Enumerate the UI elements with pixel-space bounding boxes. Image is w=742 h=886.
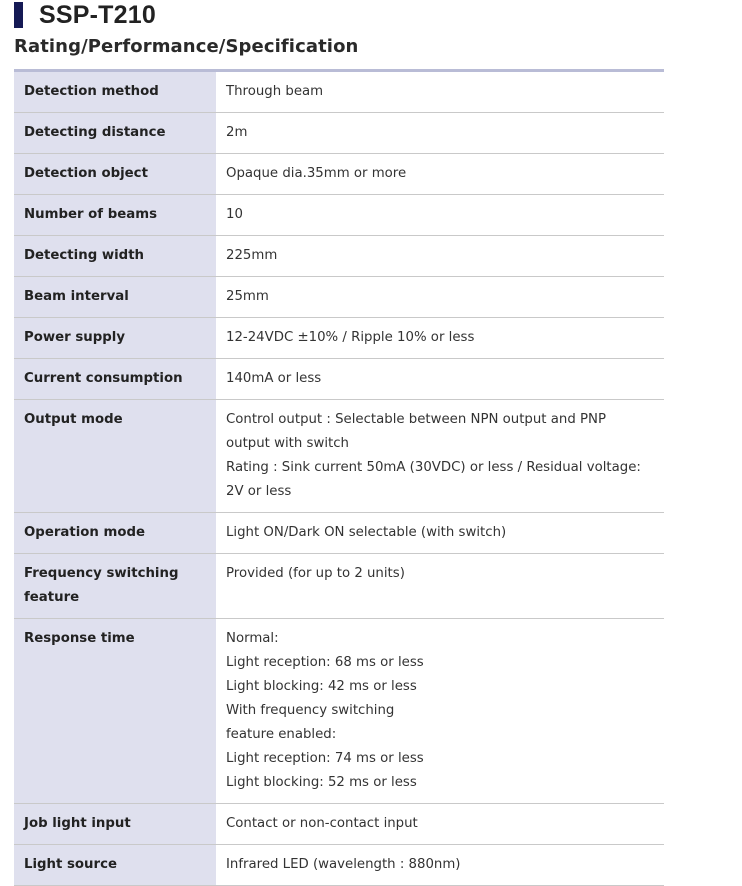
spec-label: Power supply xyxy=(14,318,216,359)
spec-row xyxy=(14,318,664,359)
spec-label: Response time xyxy=(14,619,216,804)
spec-value xyxy=(216,154,664,195)
spec-value xyxy=(216,804,664,845)
spec-row xyxy=(14,513,664,554)
spec-row xyxy=(14,236,664,277)
spec-row xyxy=(14,804,664,845)
spec-label: Output mode xyxy=(14,400,216,513)
spec-value-line: 2m xyxy=(226,125,248,140)
spec-value xyxy=(216,513,664,554)
spec-row xyxy=(14,277,664,318)
spec-value-line: feature enabled: xyxy=(226,727,337,742)
spec-row xyxy=(14,845,664,886)
spec-value xyxy=(216,113,664,154)
spec-label: Detection object xyxy=(14,154,216,195)
spec-value-line: Through beam xyxy=(226,84,324,99)
spec-row xyxy=(14,554,664,619)
spec-row xyxy=(14,113,664,154)
spec-value xyxy=(216,359,664,400)
spec-value xyxy=(216,236,664,277)
spec-value-line: 10 xyxy=(226,207,243,222)
spec-value-line: Infrared LED (wavelength : 880nm) xyxy=(226,857,461,872)
spec-value xyxy=(216,554,664,619)
spec-table-body xyxy=(14,72,664,886)
spec-label: Job light input xyxy=(14,804,216,845)
spec-value-line: Opaque dia.35mm or more xyxy=(226,166,407,181)
spec-row xyxy=(14,72,664,113)
spec-label: Current consumption xyxy=(14,359,216,400)
spec-value-line: Control output : Selectable between NPN output and PNP output with switch xyxy=(226,412,606,451)
spec-value-line: Light blocking: 42 ms or less xyxy=(226,679,417,694)
spec-row xyxy=(14,619,664,804)
spec-value-line: With frequency switching xyxy=(226,703,395,718)
spec-label: Frequency switching feature xyxy=(14,554,216,619)
spec-value xyxy=(216,72,664,113)
spec-value xyxy=(216,845,664,886)
spec-value-line: 225mm xyxy=(226,248,278,263)
spec-label: Detecting width xyxy=(14,236,216,277)
spec-value-line: 12-24VDC ±10% / Ripple 10% or less xyxy=(226,330,475,345)
spec-row xyxy=(14,154,664,195)
spec-value-line: Light reception: 74 ms or less xyxy=(226,751,424,766)
product-title: SSP-T210 xyxy=(39,0,156,29)
spec-label: Light source xyxy=(14,845,216,886)
spec-label: Beam interval xyxy=(14,277,216,318)
product-header xyxy=(14,0,156,30)
spec-value-line: Light reception: 68 ms or less xyxy=(226,655,424,670)
spec-value-line: 25mm xyxy=(226,289,269,304)
spec-value-line: Rating : Sink current 50mA (30VDC) or less / Residual voltage: 2V or less xyxy=(226,460,641,499)
spec-table xyxy=(14,72,664,886)
spec-row xyxy=(14,359,664,400)
section-title: Rating/Performance/Specification xyxy=(14,36,359,57)
spec-value xyxy=(216,400,664,513)
spec-value xyxy=(216,277,664,318)
spec-value xyxy=(216,318,664,359)
spec-label: Detecting distance xyxy=(14,113,216,154)
spec-row xyxy=(14,400,664,513)
spec-value-line: Provided (for up to 2 units) xyxy=(226,566,405,581)
spec-value-line: Light ON/Dark ON selectable (with switch) xyxy=(226,525,507,540)
spec-row xyxy=(14,195,664,236)
spec-label: Detection method xyxy=(14,72,216,113)
spec-value-line: 140mA or less xyxy=(226,371,322,386)
spec-label: Operation mode xyxy=(14,513,216,554)
spec-value-line: Light blocking: 52 ms or less xyxy=(226,775,417,790)
spec-value-line: Contact or non-contact input xyxy=(226,816,418,831)
spec-value xyxy=(216,619,664,804)
spec-value xyxy=(216,195,664,236)
title-accent-bar xyxy=(14,2,23,28)
spec-value-line: Normal: xyxy=(226,631,279,646)
spec-label: Number of beams xyxy=(14,195,216,236)
